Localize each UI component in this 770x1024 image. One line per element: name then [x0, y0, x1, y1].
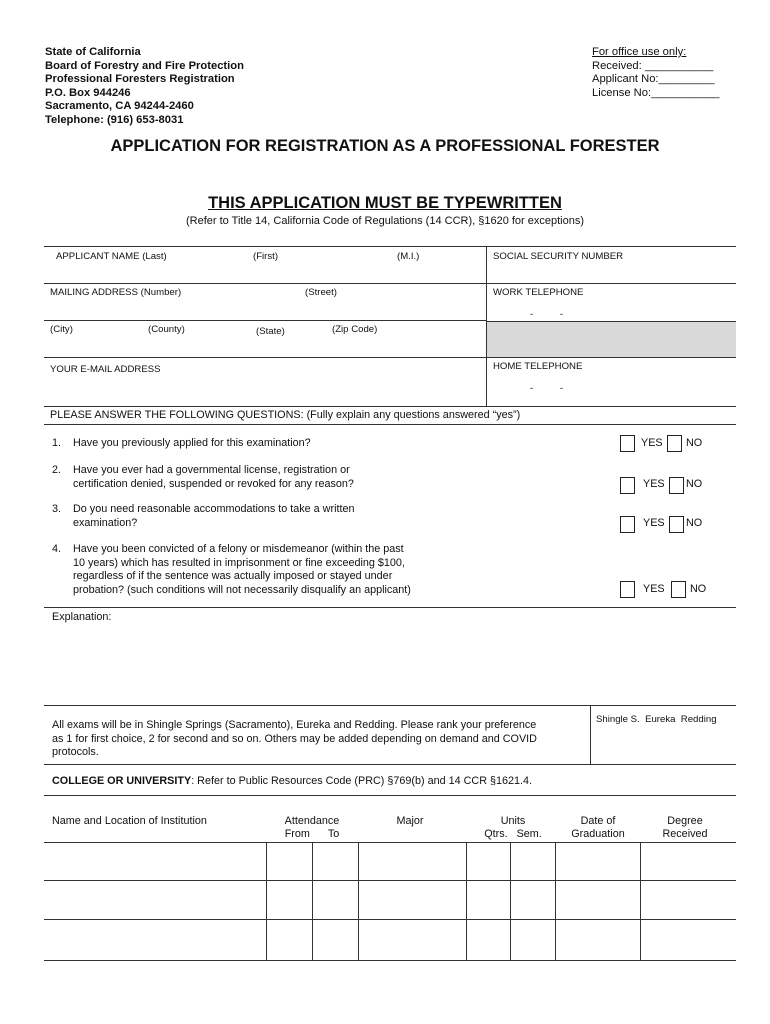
applicant-first-name-field[interactable]: (First): [253, 251, 279, 262]
state-field[interactable]: (State): [256, 326, 285, 337]
divider: [266, 842, 267, 960]
question-2-text: Have you ever had a governmental license, registration or certification denied, suspended or revoked for any reason?: [73, 464, 354, 490]
col-major-header: Major: [396, 815, 424, 827]
ssn-field[interactable]: SOCIAL SECURITY NUMBER: [493, 251, 624, 262]
question-2-no-checkbox[interactable]: [669, 477, 684, 494]
question-1-no-label: NO: [686, 437, 703, 449]
divider: [358, 842, 359, 960]
city-field[interactable]: (City): [50, 324, 73, 335]
county-field[interactable]: (County): [148, 324, 185, 335]
form-title: APPLICATION FOR REGISTRATION AS A PROFESSIONAL FORESTER: [110, 137, 660, 155]
question-1-number: 1.: [52, 437, 62, 449]
college-label: COLLEGE OR UNIVERSITY: [52, 775, 192, 787]
work-telephone-dashes: - -: [530, 309, 564, 320]
agency-state: State of California: [45, 46, 141, 58]
question-4-number: 4.: [52, 543, 62, 555]
question-4-text: Have you been convicted of a felony or misdemeanor (within the past 10 years) which has resulted in imprisonment or fine exceeding $100, regardless of if the sentence was actually imposed or stayed under probation? (such conditions will not necessarily disqualify an applicant): [73, 543, 411, 596]
mailing-number-field[interactable]: MAILING ADDRESS (Number): [50, 287, 182, 298]
office-received: Received: ___________: [592, 59, 714, 72]
agency-city: Sacramento, CA 94244-2460: [45, 100, 194, 113]
divider: [44, 880, 736, 881]
question-4-yes-checkbox[interactable]: [620, 581, 635, 598]
regulation-reference: (Refer to Title 14, California Code of Regulations (14 CCR), §1620 for exceptions): [185, 215, 585, 227]
divider: [640, 842, 641, 960]
col-units-header: Units Qtrs. Sem.: [484, 815, 542, 840]
divider: [44, 246, 736, 247]
divider: [44, 607, 736, 608]
divider: [44, 320, 486, 321]
agency-telephone: Telephone: (916) 653-8031: [45, 113, 184, 126]
mailing-street-field[interactable]: (Street): [305, 287, 337, 298]
question-4-no-checkbox[interactable]: [671, 581, 686, 598]
divider: [487, 321, 736, 322]
home-telephone-dashes: - -: [530, 383, 564, 394]
divider: [44, 283, 736, 284]
college-reference: : Refer to Public Resources Code (PRC) §769(b) and 14 CCR §1621.4.: [191, 775, 533, 787]
question-3-yes-checkbox[interactable]: [620, 516, 635, 533]
zip-field[interactable]: (Zip Code): [332, 324, 378, 335]
divider: [44, 406, 736, 407]
applicant-mi-field[interactable]: (M.I.): [397, 251, 420, 262]
question-2-yes-label: YES: [643, 478, 665, 490]
agency-address-block: [45, 46, 244, 128]
work-telephone-field[interactable]: WORK TELEPHONE: [493, 287, 584, 298]
agency-board: Board of Forestry and Fire Protection: [45, 59, 244, 72]
divider: [44, 919, 736, 920]
agency-program: Professional Foresters Registration: [45, 73, 235, 86]
question-4-yes-label: YES: [643, 583, 665, 595]
divider: [44, 764, 736, 765]
divider: [466, 842, 467, 960]
office-use-heading: For office use only:: [592, 46, 687, 58]
divider: [44, 705, 736, 706]
office-use-block: [592, 46, 720, 100]
divider: [510, 842, 511, 960]
shaded-cell: [487, 321, 736, 357]
col-degree-header: Degree Received: [662, 815, 708, 840]
question-3-no-label: NO: [686, 517, 703, 529]
question-2-no-label: NO: [686, 478, 703, 490]
email-field[interactable]: YOUR E-MAIL ADDRESS: [50, 364, 161, 375]
applicant-last-name-field[interactable]: APPLICANT NAME (Last): [56, 251, 167, 262]
col-attendance-header: Attendance From To: [284, 815, 340, 840]
divider: [44, 357, 736, 358]
divider: [44, 424, 736, 425]
question-3-number: 3.: [52, 503, 62, 515]
question-4-no-label: NO: [690, 583, 707, 595]
exam-location-ranking[interactable]: Shingle S. Eureka Redding: [596, 714, 717, 725]
office-license-no: License No:___________: [592, 86, 720, 99]
question-3-text: Do you need reasonable accommodations to take a written examination?: [73, 503, 355, 529]
question-1-text: Have you previously applied for this examination?: [73, 437, 311, 449]
question-3-no-checkbox[interactable]: [669, 516, 684, 533]
divider: [44, 795, 736, 796]
col-institution-header: Name and Location of Institution: [52, 815, 207, 827]
divider: [555, 842, 556, 960]
office-applicant-no: Applicant No:_________: [592, 73, 715, 86]
form-subtitle: THIS APPLICATION MUST BE TYPEWRITTEN: [208, 194, 562, 212]
divider: [44, 842, 736, 843]
question-1-yes-checkbox[interactable]: [620, 435, 635, 452]
home-telephone-field[interactable]: HOME TELEPHONE: [493, 361, 583, 372]
divider: [312, 842, 313, 960]
explanation-field[interactable]: Explanation:: [52, 611, 112, 623]
question-1-yes-label: YES: [641, 437, 663, 449]
exam-location-text: All exams will be in Shingle Springs (Sacramento), Eureka and Redding. Please rank your preference as 1 for first choice, 2 for second and so on. Others may be added depending on demand and COVID protocols.: [52, 719, 537, 759]
question-1-no-checkbox[interactable]: [667, 435, 682, 452]
questions-header: PLEASE ANSWER THE FOLLOWING QUESTIONS: (Fully explain any questions answered “yes”): [50, 409, 521, 421]
question-2-yes-checkbox[interactable]: [620, 477, 635, 494]
question-2-number: 2.: [52, 464, 62, 476]
col-graduation-header: Date of Graduation: [571, 815, 625, 840]
question-3-yes-label: YES: [643, 517, 665, 529]
college-section-heading: [52, 775, 532, 789]
divider: [44, 960, 736, 961]
agency-po-box: P.O. Box 944246: [45, 86, 131, 99]
divider: [590, 705, 591, 764]
